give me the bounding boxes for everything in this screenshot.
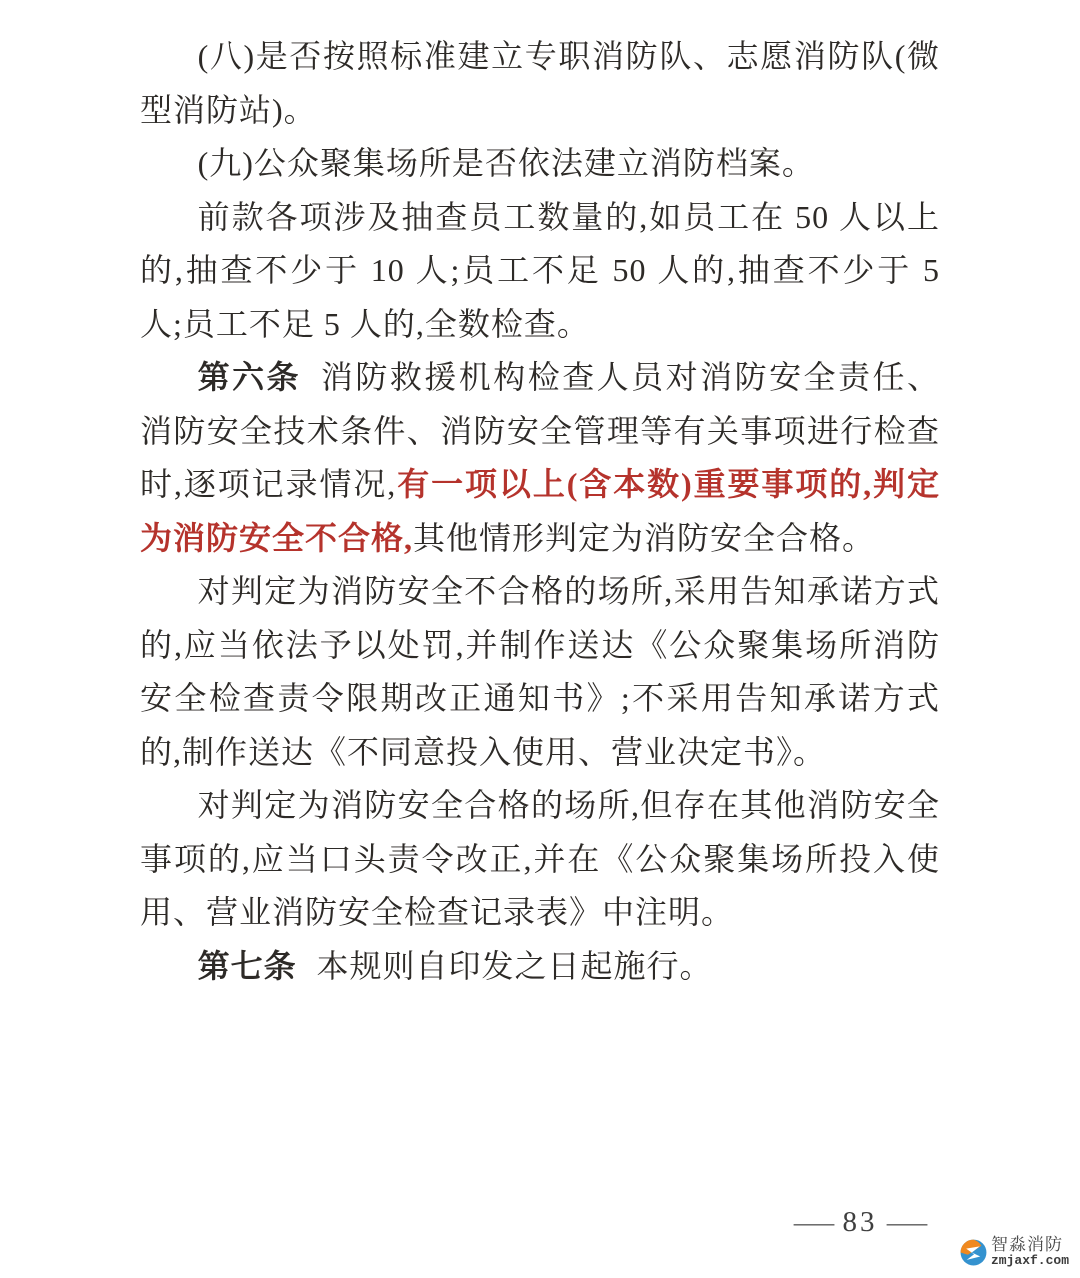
- watermark-website: zmjaxf.com: [991, 1252, 1070, 1268]
- footer-left-dash: —: [793, 1207, 834, 1237]
- paragraph-item-9: [140, 137, 940, 191]
- paragraph-sampling-rule: [140, 191, 940, 352]
- watermark-text: [991, 1236, 1069, 1269]
- watermark-brand-name: 智淼消防: [991, 1235, 1063, 1254]
- paragraph-article-7: [140, 940, 940, 994]
- paragraph-item-8: [140, 30, 940, 137]
- paragraph-unqualified-handling: [140, 565, 940, 779]
- article-6-number: 第六条: [197, 359, 302, 395]
- highlighted-red-text: 有一项以上(含本数)重要事项的,判定为消防安全不合格,: [140, 466, 940, 556]
- paragraph-text: 本规则自印发之日起施行。: [316, 947, 713, 984]
- paragraph-text: 对判定为消防安全合格的场所,但存在其他消防安全事项的,应当口头责令改正,并在《公众聚集场所投入使用、营业消防安全检查记录表》中注明。: [140, 787, 940, 930]
- page-footer: [760, 1206, 960, 1239]
- paragraph-article-6: [140, 351, 940, 565]
- page-number: 83: [842, 1206, 878, 1238]
- paragraph-qualified-handling: [140, 779, 940, 940]
- paragraph-text: 前款各项涉及抽查员工数量的,如员工在 50 人以上的,抽查不少于 10 人;员工不足 50 人的,抽查不少于 5 人;员工不足 5 人的,全数检查。: [140, 198, 940, 342]
- footer-right-dash: —: [886, 1207, 927, 1237]
- document-body: [140, 30, 940, 993]
- paragraph-text: 对判定为消防安全不合格的场所,采用告知承诺方式的,应当依法予以处罚,并制作送达《公众聚集场所消防安全检查责令限期改正通知书》;不采用告知承诺方式的,制作送达《不同意投入使用、营业决定书》。: [140, 573, 940, 770]
- paragraph-text: 其他情形判定为消防安全合格。: [413, 519, 876, 556]
- paragraph-text: 消防救援机构检查人员对消防安全责任、消防安全技术条件、消防安全管理等有关事项进行检查时,逐项记录情况,: [140, 359, 940, 502]
- paragraph-text: (八)是否按照标准建立专职消防队、志愿消防队(微型消防站)。: [140, 38, 940, 128]
- watermark-logo: [960, 1236, 1069, 1269]
- paragraph-text: (九)公众聚集场所是否依法建立消防档案。: [197, 145, 815, 181]
- zhimiao-logo-icon: [960, 1239, 987, 1266]
- article-7-number: 第七条: [197, 947, 297, 984]
